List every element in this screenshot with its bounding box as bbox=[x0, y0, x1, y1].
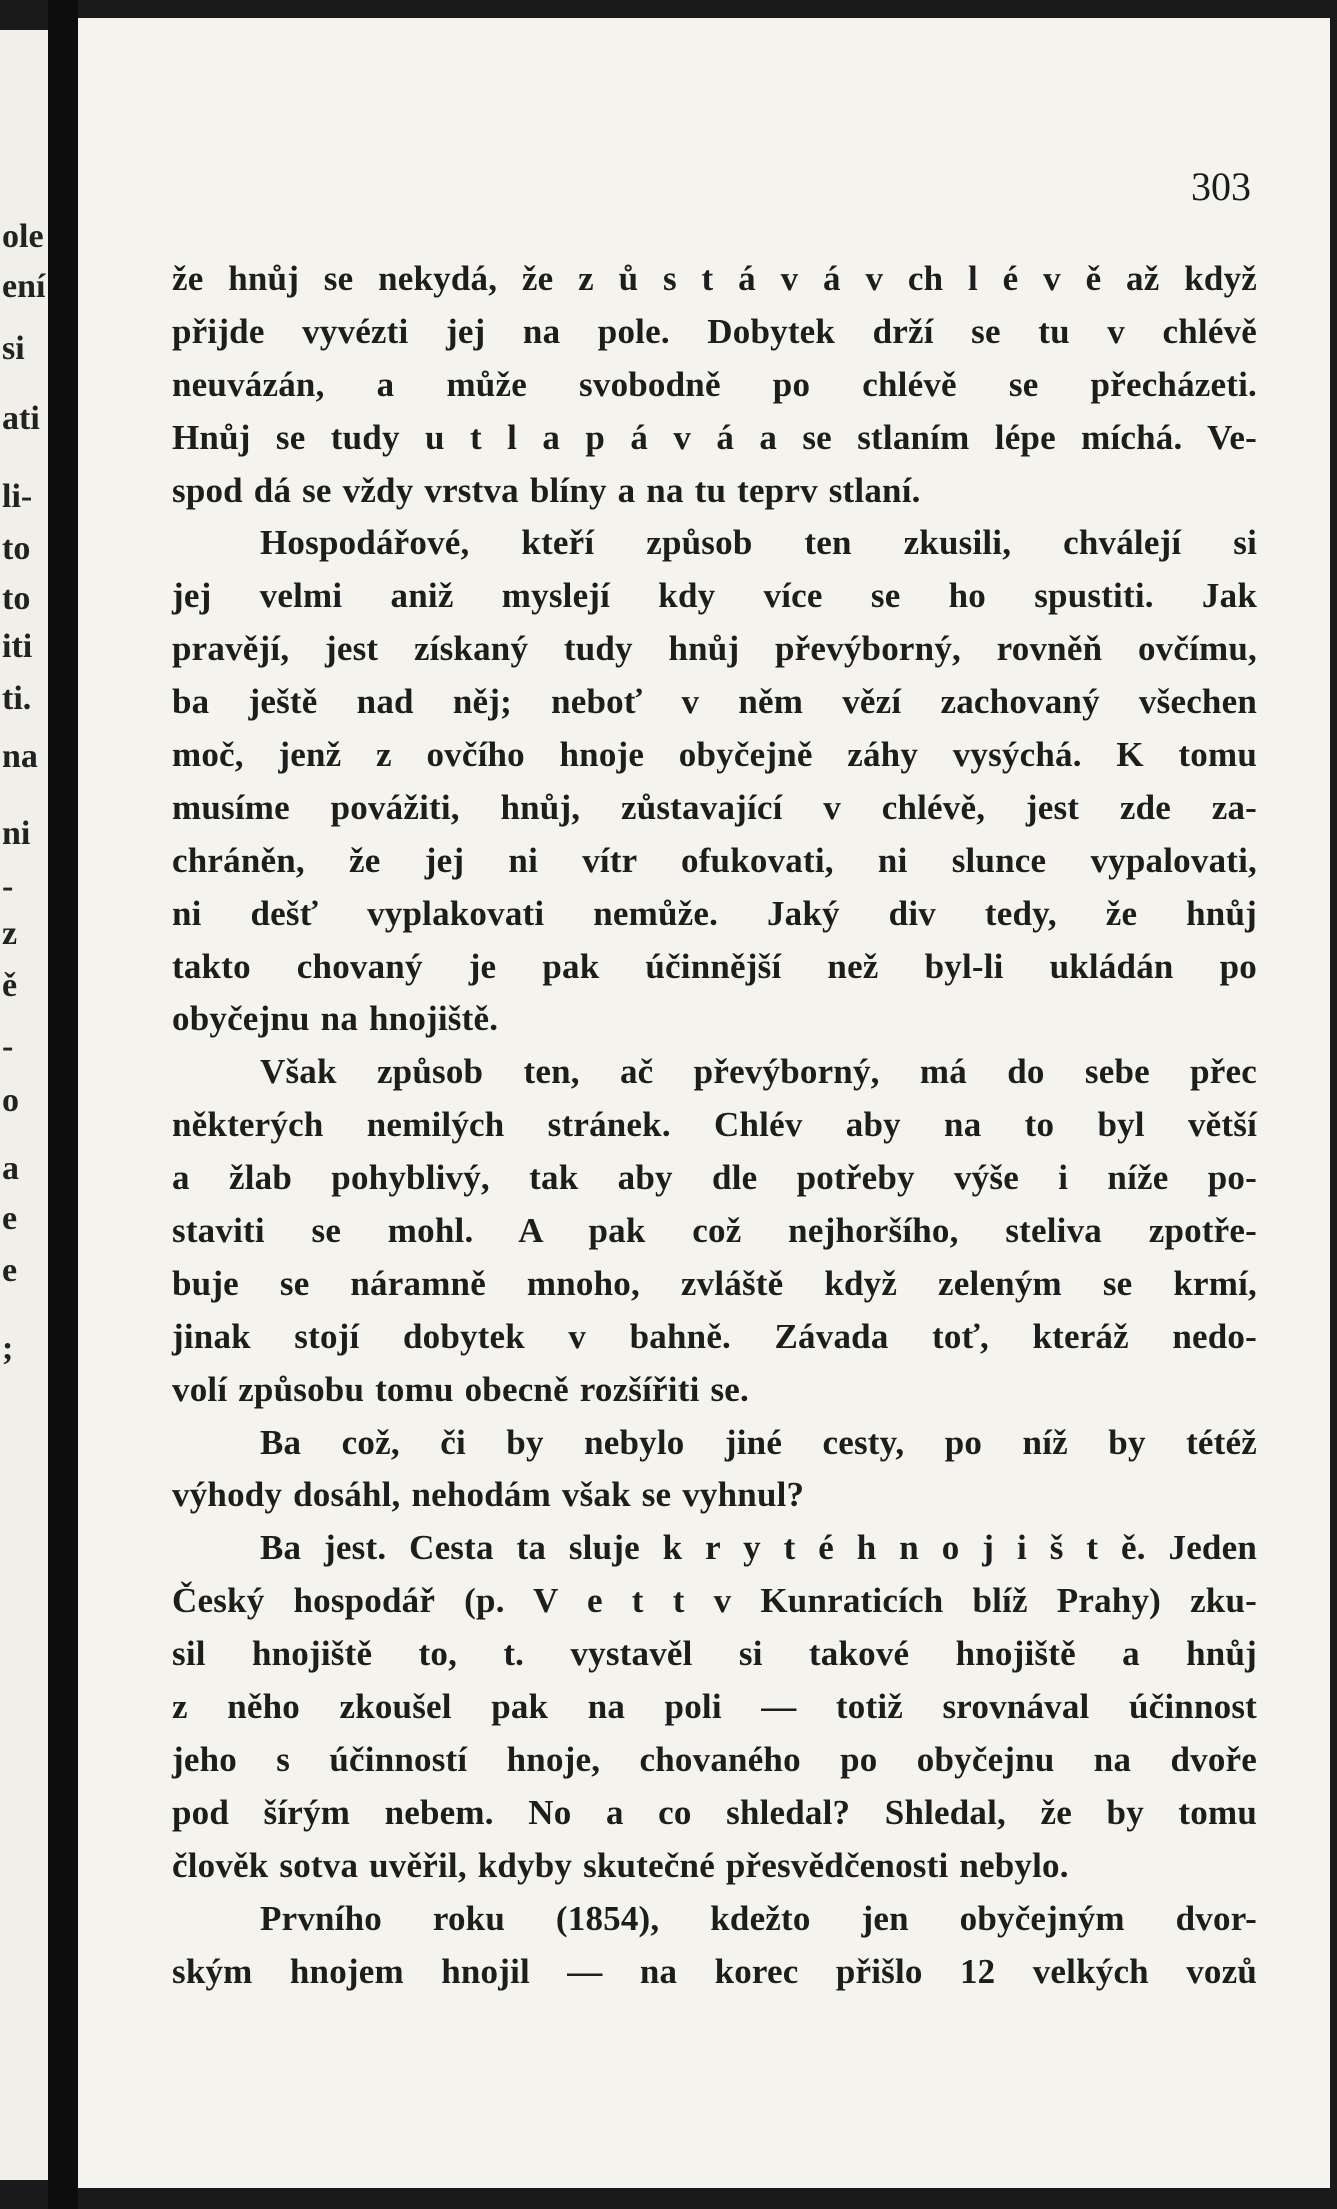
text-line: neuvázán, a může svobodně po chlévě se přecházeti. bbox=[172, 364, 1257, 404]
text-line: Hospodářové, kteří způsob ten zkusili, chválejí si bbox=[260, 523, 1257, 563]
book-page bbox=[78, 18, 1330, 2188]
left-page-fragment: e bbox=[2, 1252, 18, 1289]
text-line: ba ještě nad něj; neboť v něm vězí zachovaný všechen bbox=[172, 682, 1257, 722]
text-line: výhody dosáhl, nehodám však se vyhnul? bbox=[172, 1475, 805, 1515]
left-page-fragment: to bbox=[2, 580, 31, 617]
left-page-fragment: a bbox=[2, 1150, 19, 1187]
left-page-fragment: iti bbox=[2, 628, 33, 665]
text-line: pravějí, jest získaný tudy hnůj převýborný, rovněň ovčímu, bbox=[172, 629, 1257, 669]
left-page-fragment: si bbox=[2, 330, 25, 367]
left-page-fragment: to bbox=[2, 530, 31, 567]
text-line: Ba což, či by nebylo jiné cesty, po níž by tétéž bbox=[260, 1422, 1257, 1462]
left-page-fragment: ni bbox=[2, 815, 31, 852]
book-gutter bbox=[48, 0, 78, 2209]
left-page-fragment: ě bbox=[2, 967, 18, 1004]
text-line: Český hospodář (p. V e t t v Kunraticích blíž Prahy) zku- bbox=[172, 1581, 1257, 1621]
text-line: musíme povážiti, hnůj, zůstavající v chlévě, jest zde za- bbox=[172, 787, 1257, 827]
left-page-fragment: ení bbox=[2, 268, 46, 305]
text-line: buje se náramně mnoho, zvláště když zeleným se krmí, bbox=[172, 1263, 1257, 1303]
text-line: moč, jenž z ovčího hnoje obyčejně záhy vysýchá. K tomu bbox=[172, 735, 1257, 775]
text-line: Ba jest. Cesta ta sluje k r y t é h n o j i š t ě. Jeden bbox=[260, 1528, 1257, 1568]
text-line: člověk sotva uvěřil, kdyby skutečné přesvědčenosti nebylo. bbox=[172, 1845, 1069, 1885]
left-page-fragment: ole bbox=[2, 218, 44, 255]
left-page-fragment: ; bbox=[2, 1330, 14, 1367]
left-page-fragment: z bbox=[2, 915, 18, 952]
text-line: jej velmi aniž myslejí kdy více se ho spustiti. Jak bbox=[172, 576, 1257, 616]
left-page-fragment: o bbox=[2, 1082, 19, 1119]
page-number: 303 bbox=[1191, 164, 1251, 209]
text-line: některých nemilých stránek. Chlév aby na to byl větší bbox=[172, 1105, 1257, 1145]
text-line: pod šírým nebem. No a co shledal? Shledal, že by tomu bbox=[172, 1792, 1257, 1832]
text-line: že hnůj se nekydá, že z ů s t á v á v ch l é v ě až když bbox=[172, 259, 1257, 298]
left-page-fragment: ti. bbox=[2, 680, 32, 717]
text-line: chráněn, že jej ni vítr ofukovati, ni slunce vypalovati, bbox=[172, 840, 1257, 880]
text-line: obyčejnu na hnojiště. bbox=[172, 999, 499, 1039]
left-page-fragment: ati bbox=[2, 400, 40, 437]
left-page-fragment: na bbox=[2, 738, 38, 775]
text-line: Prvního roku (1854), kdežto jen obyčejným dvor- bbox=[260, 1898, 1257, 1938]
text-line: spod dá se vždy vrstva blíny a na tu teprv stlaní. bbox=[172, 470, 921, 510]
text-line: Však způsob ten, ač převýborný, má do sebe přec bbox=[260, 1052, 1257, 1092]
text-line: sil hnojiště to, t. vystavěl si takové hnojiště a hnůj bbox=[172, 1634, 1257, 1674]
page-text bbox=[172, 253, 1257, 1998]
text-line: takto chovaný je pak účinnější než byl-li ukládán po bbox=[172, 946, 1257, 986]
left-page-fragment: - bbox=[2, 868, 14, 905]
left-page-fragment: - bbox=[2, 1028, 14, 1065]
left-page-fragment: li- bbox=[2, 478, 33, 515]
text-line: volí způsobu tomu obecně rozšířiti se. bbox=[172, 1369, 749, 1409]
left-page-fragment: e bbox=[2, 1200, 18, 1237]
text-line: ským hnojem hnojil — na korec přišlo 12 velkých vozů bbox=[172, 1951, 1257, 1991]
text-line: z něho zkoušel pak na poli — totiž srovnával účinnost bbox=[172, 1687, 1257, 1727]
text-line: přijde vyvézti jej na pole. Dobytek drží se tu v chlévě bbox=[172, 311, 1257, 351]
text-line: jeho s účinností hnoje, chovaného po obyčejnu na dvoře bbox=[172, 1739, 1257, 1779]
text-line: ni dešť vyplakovati nemůže. Jaký div tedy, že hnůj bbox=[172, 893, 1257, 933]
text-line: staviti se mohl. A pak což nejhoršího, steliva zpotře- bbox=[172, 1211, 1257, 1251]
text-line: Hnůj se tudy u t l a p á v á a se stlaním lépe míchá. Ve- bbox=[172, 417, 1257, 457]
left-page-edge bbox=[0, 30, 48, 2180]
text-line: jinak stojí dobytek v bahně. Závada toť, kteráž nedo- bbox=[172, 1316, 1257, 1356]
text-line: a žlab pohyblivý, tak aby dle potřeby výše i níže po- bbox=[172, 1158, 1257, 1198]
